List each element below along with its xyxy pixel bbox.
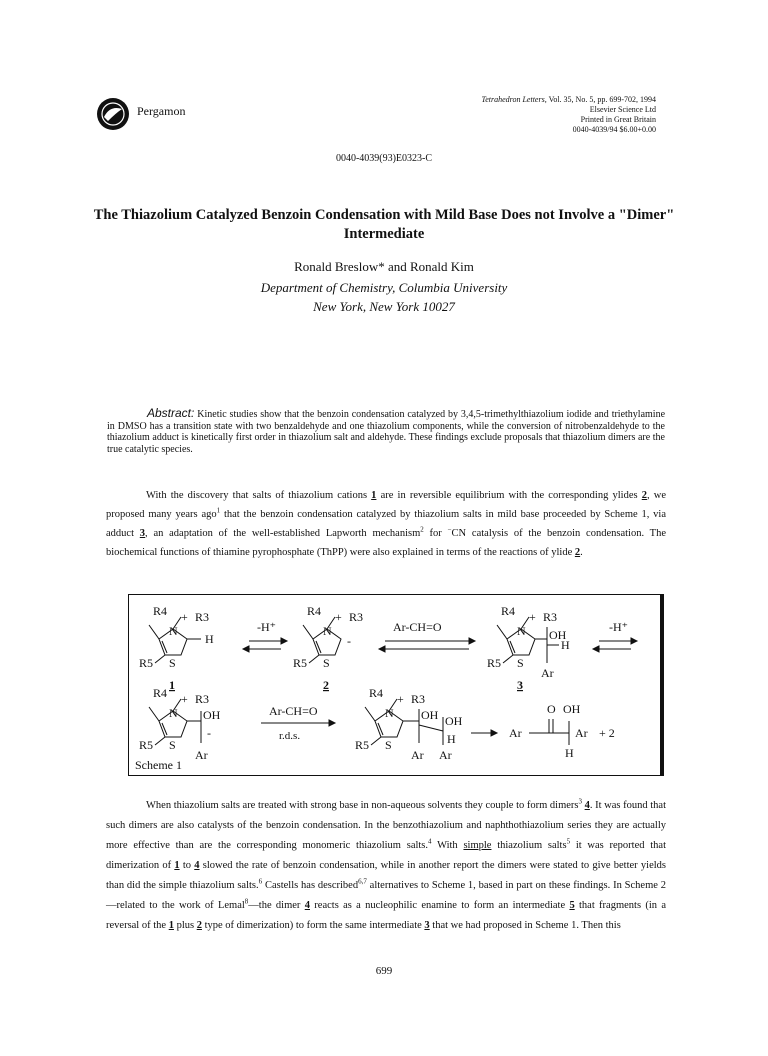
scheme-h: H: [205, 632, 214, 646]
p2-text: plus: [173, 920, 197, 931]
scheme-s: S: [517, 656, 524, 670]
scheme-oh: OH: [445, 714, 463, 728]
scheme-r4: R4: [501, 604, 516, 618]
p1-text-e: , an adaptation of the well-established Lapworth mechanism: [145, 528, 421, 539]
scheme-ar: Ar: [509, 726, 522, 740]
compound-ref: 3: [424, 920, 430, 931]
journal-info: [396, 95, 656, 135]
p2-text: type of dimerization) to form the same intermediate: [201, 920, 425, 931]
scheme-r3: R3: [543, 610, 558, 624]
scheme-h: H: [447, 732, 456, 746]
scheme-oh: OH: [203, 708, 221, 722]
scheme-minus: -: [207, 726, 211, 740]
scheme-plus: +: [181, 610, 188, 624]
scheme-n: N: [323, 624, 332, 638]
scheme-r3: R3: [195, 692, 210, 706]
city: New York, New York 10027: [313, 299, 455, 314]
scheme-plus: +: [335, 610, 342, 624]
citation-ref: 4: [428, 837, 432, 846]
journal-line2: Elsevier Science Ltd: [589, 105, 656, 114]
scheme-r3: R3: [411, 692, 426, 706]
abstract-text: Kinetic studies show that the benzoin condensation catalyzed by 3,4,5-trimethylthiazolium iodide and triethylamine in DMSO has a transition state with two benzaldehyde and one thiazolium components, while the conversion of nitrobenzaldehyde to the thiazolium adduct is kinetically first order in thiazolium salt and aldehyde. These findings exclude proposals that thiazolium dimers are the true catalytic species.: [107, 409, 666, 455]
compound-ref: 1: [168, 920, 174, 931]
compound-ref: 2: [196, 920, 202, 931]
scheme-h: H: [565, 746, 574, 760]
scheme-o: O: [547, 702, 556, 716]
scheme-compound-1: 1: [169, 678, 175, 692]
scheme-r4: R4: [153, 686, 168, 700]
journal-citation: Vol. 35, No. 5, pp. 699-702, 1994: [548, 95, 656, 104]
compound-ref: 3: [139, 528, 146, 539]
scheme-n: N: [169, 624, 178, 638]
citation-ref: 5: [566, 837, 571, 846]
scheme-ar: Ar: [195, 748, 208, 762]
compound-ref: 1: [371, 490, 377, 501]
scheme-plus: +: [397, 692, 404, 706]
abstract-label: Abstract:: [147, 406, 195, 420]
page-number: 699: [375, 965, 393, 977]
p2-text: Castells has described: [262, 880, 359, 891]
compound-ref: 4: [194, 860, 200, 871]
doi: 0040-4039(93)E0323-C: [335, 153, 433, 164]
scheme-rds: r.d.s.: [279, 730, 301, 742]
authors: Ronald Breslow* and Ronald Kim: [294, 259, 474, 274]
citation-ref: 6,7: [358, 877, 367, 886]
scheme-n: N: [385, 706, 394, 720]
underlined-word: simple: [463, 840, 492, 851]
citation-ref: 6: [258, 877, 263, 886]
department: Department of Chemistry, Columbia University: [260, 280, 508, 295]
scheme-plus: +: [529, 610, 536, 624]
scheme-r5: R5: [139, 656, 154, 670]
paragraph-1: With the discovery that salts of thiazolium cations 1 are in reversible equilibrium with the corresponding ylides 2, we proposed many years ago$^1$ that the benzoin condensation catalyzed by thiazolium salts in mild base proceeded by Scheme 1, via adduct 3, an adaptation of the well-established Lapworth mechanism$^2$ for −CN catalysis of the benzoin condensation. The biochemical functions of thiamine pyrophosphate (ThPP) were also explained in terms of the reactions of ylide 2.: [106, 490, 667, 558]
scheme-plus: +: [181, 692, 188, 706]
p2-text: that we had proposed in Scheme 1. Then this: [429, 920, 621, 931]
p2-text: —the dimer: [248, 900, 305, 911]
p1-text-h: .: [580, 547, 583, 558]
p2-text: reacts as a nucleophilic enamine to form an intermediate: [309, 900, 570, 911]
scheme-ar: Ar: [541, 666, 554, 680]
p1-text-a: With the discovery that salts of thiazolium cations: [146, 490, 372, 501]
journal-name: Tetrahedron Letters,: [481, 95, 547, 104]
p1-text-f: for: [423, 528, 448, 539]
p2-text: With: [431, 840, 464, 851]
scheme-1-figure: [128, 594, 664, 776]
scheme-ar: Ar: [411, 748, 424, 762]
scheme-1-drawing: [129, 595, 665, 777]
p2-text: alternatives to Scheme 1, based in part on these findings. In Scheme 2—related to the work of Lemal: [106, 880, 666, 911]
scheme-r3: R3: [349, 610, 364, 624]
p2-text: thiazolium salts: [491, 840, 567, 851]
scheme-plus-h: -H⁺: [609, 620, 628, 634]
scheme-r4: R4: [307, 604, 322, 618]
compound-ref: 1: [174, 860, 180, 871]
scheme-compound-2: 2: [323, 678, 329, 692]
journal-line4: 0040-4039/94 $6.00+0.00: [572, 125, 656, 134]
scheme-archo: Ar-CH=O: [393, 620, 442, 634]
scheme-ar: Ar: [439, 748, 452, 762]
scheme-n: N: [517, 624, 526, 638]
pergamon-logo-icon: [96, 97, 130, 131]
scheme-r5: R5: [487, 656, 502, 670]
affiliation: [0, 278, 768, 316]
journal-line3: Printed in Great Britain: [580, 115, 656, 124]
scheme-r5: R5: [355, 738, 370, 752]
scheme-s: S: [169, 738, 176, 752]
compound-ref: 2: [574, 547, 581, 558]
compound-ref: 4: [584, 800, 590, 811]
scheme-h: H: [561, 638, 570, 652]
scheme-minus: -: [347, 634, 351, 648]
p1-text-c: , we proposed many years ago: [106, 490, 666, 520]
compound-ref: 2: [641, 490, 647, 501]
compound-ref: 5: [569, 900, 575, 911]
p2-text: When thiazolium salts are treated with strong base in non-aqueous solvents they couple to form dimers: [146, 800, 579, 811]
paper-title: The Thiazolium Catalyzed Benzoin Condensation with Mild Base Does not Involve a "Dimer" Intermediate: [93, 207, 675, 242]
p2-text: that fragments (in a reversal of the: [106, 900, 666, 931]
scheme-s: S: [385, 738, 392, 752]
scheme-oh: OH: [549, 628, 567, 642]
scheme-compound-3: 3: [517, 678, 523, 692]
p1-text-g: CN catalysis of the benzoin condensation. The biochemical functions of thiamine pyrophosphate (ThPP) were also explained in terms of the reactions of ylide: [106, 528, 666, 558]
scheme-r4: R4: [369, 686, 384, 700]
abstract: [107, 408, 665, 455]
citation-ref: 2: [420, 525, 424, 534]
scheme-r3: R3: [195, 610, 210, 624]
paragraph-2: [106, 796, 666, 936]
scheme-r5: R5: [293, 656, 308, 670]
scheme-n: N: [169, 706, 178, 720]
p1-text-d: that the benzoin condensation catalyzed by thiazolium salts in mild base proceeded by Scheme 1, via adduct: [106, 509, 667, 539]
scheme-r5: R5: [139, 738, 154, 752]
scheme-minus-h: -H⁺: [257, 620, 276, 634]
scheme-s: S: [169, 656, 176, 670]
scheme-oh: OH: [421, 708, 439, 722]
scheme-archo-2: Ar-CH=O: [269, 704, 318, 718]
p2-text: . It was found that such dimers are also catalysts of the benzoin condensation. In the benzothiazolium and naphthothiazolium series they are actually more effective than are the corresponding monomeric thiazolium salts.: [106, 800, 666, 851]
p2-text: to: [179, 860, 195, 871]
publisher-name: Pergamon: [137, 104, 186, 118]
compound-ref: 4: [304, 900, 310, 911]
scheme-plus-2: + 2: [599, 726, 615, 740]
p2-text: slowed the rate of benzoin condensation, while in another report the dimers were stated to give better yields than did the simple thiazolium salts.: [106, 860, 667, 891]
citation-ref: 1: [216, 506, 221, 515]
scheme-s: S: [323, 656, 330, 670]
p1-text-b: are in reversible equilibrium with the corresponding ylides: [376, 490, 642, 501]
scheme-r4: R4: [153, 604, 168, 618]
scheme-label: Scheme 1: [135, 758, 182, 772]
p2-text: it was reported that dimerization of: [106, 840, 667, 871]
citation-ref: 3: [578, 797, 582, 806]
citation-ref: 8: [244, 897, 249, 906]
scheme-ar: Ar: [575, 726, 588, 740]
scheme-oh: OH: [563, 702, 581, 716]
